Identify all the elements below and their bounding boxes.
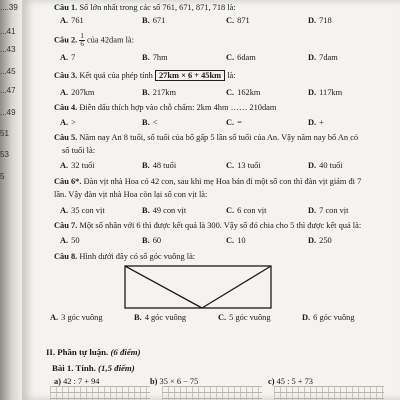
option-letter: D. <box>308 206 317 215</box>
bai-1-heading <box>52 363 135 373</box>
option-letter: A. <box>60 236 69 245</box>
option-text: 48 tuổi <box>152 161 177 170</box>
option-letter: D. <box>308 161 317 170</box>
fraction-denominator: 6 <box>80 40 84 48</box>
exercise-item-a <box>54 377 99 386</box>
option-text: 13 tuổi <box>237 161 261 170</box>
option-text: 3 góc vuông <box>61 313 103 322</box>
option-letter: C. <box>226 118 235 127</box>
answer-grid-b[interactable] <box>162 386 262 400</box>
option-text: 7 <box>71 53 76 62</box>
option-text: 50 <box>71 236 80 245</box>
option-letter: D. <box>302 313 311 322</box>
question-6-line-2 <box>54 190 207 199</box>
option-letter: A. <box>50 313 59 322</box>
question-number: Câu 4. <box>54 103 78 112</box>
option-letter: C. <box>218 313 227 322</box>
option-text: < <box>152 118 158 127</box>
question-number: Câu 5. <box>54 133 78 142</box>
option-text: 217km <box>152 88 176 97</box>
option-text: 250 <box>319 236 332 245</box>
item-expression: 35 × 6 − 75 <box>159 377 199 386</box>
option-text: 4 góc vuông <box>144 313 187 322</box>
section-2-heading <box>46 347 141 357</box>
option-text: 32 tuổi <box>71 161 95 170</box>
question-3 <box>54 71 236 80</box>
option-letter: B. <box>142 206 150 215</box>
option-text: 10 <box>237 236 246 245</box>
question-7 <box>54 221 361 230</box>
item-letter: a) <box>54 377 61 386</box>
question-number: Câu 8. <box>54 252 78 261</box>
exercise-item-b <box>150 377 198 386</box>
option-text: 871 <box>237 16 250 25</box>
option-letter: B. <box>142 53 150 62</box>
option-letter: A. <box>60 53 69 62</box>
option-letter: C. <box>226 206 235 215</box>
boxed-expression: 27km × 6 + 45km <box>155 70 225 81</box>
option-letter: C. <box>226 16 235 25</box>
option-letter: B. <box>134 313 142 322</box>
option-letter: C. <box>226 88 235 97</box>
option-text: 49 con vịt <box>152 206 187 215</box>
exercise-item-c <box>268 377 313 386</box>
question-text: Hình dưới đây có số góc vuông là: <box>79 252 196 261</box>
option-text: 117km <box>319 88 343 97</box>
item-letter: c) <box>268 377 275 386</box>
option-text: 7dam <box>319 53 338 62</box>
question-6 <box>54 177 361 186</box>
fraction <box>79 33 85 48</box>
question-text: lần. Vậy đàn vịt nhà Hoa còn lại số con vịt là: <box>54 190 208 199</box>
option-letter: B. <box>142 88 150 97</box>
option-text: = <box>237 118 242 127</box>
figure-rectangle <box>125 266 271 308</box>
option-letter: B. <box>142 16 150 25</box>
question-text-end: là: <box>227 71 236 80</box>
margin-number: ...45 <box>0 67 16 76</box>
option-text: 162km <box>237 88 261 97</box>
question-number: Câu 1. <box>54 3 78 12</box>
option-text: 40 tuổi <box>319 161 343 170</box>
right-angle-figure <box>124 265 272 309</box>
option-text: 6 góc vuông <box>313 313 355 322</box>
worksheet-page <box>22 0 400 400</box>
question-number: Câu 7. <box>54 221 78 230</box>
option-letter: C. <box>226 53 235 62</box>
option-letter: D. <box>308 236 317 245</box>
question-text: Điền dấu thích hợp vào chỗ chấm: 2km 4hm …… 210dam <box>79 103 277 112</box>
question-text: Một số nhân với 6 thì được kết quả là 300. Vậy số đó chia cho 5 thì được kết quả là: <box>79 221 362 230</box>
option-letter: D. <box>308 53 317 62</box>
fraction-numerator: 1 <box>80 32 84 40</box>
margin-number: 53 <box>0 150 9 159</box>
margin-number: 51 <box>0 129 9 138</box>
question-number: Câu 2. <box>54 35 78 45</box>
option-text: 60 <box>152 236 162 245</box>
option-letter: A. <box>60 16 69 25</box>
option-letter: D. <box>308 16 317 25</box>
question-number: Câu 3. <box>54 71 78 80</box>
option-text: 761 <box>71 16 84 25</box>
option-text: 35 con vịt <box>71 206 105 215</box>
option-text: 7 con vịt <box>319 206 349 215</box>
exercise-title: Bài 1. Tính. <box>52 363 96 373</box>
figure-line-left <box>125 266 202 308</box>
option-letter: D. <box>308 118 317 127</box>
answer-grid-a[interactable] <box>50 386 150 400</box>
option-letter: A. <box>60 118 69 127</box>
option-text: 7hm <box>152 53 168 62</box>
section-points: (6 điểm) <box>110 347 141 357</box>
option-letter: B. <box>142 118 150 127</box>
option-text: > <box>71 118 76 127</box>
option-text: 6 con vịt <box>237 206 267 215</box>
option-letter: A. <box>60 88 69 97</box>
section-title: II. Phần tự luận. <box>46 347 109 357</box>
option-text: 207km <box>71 88 95 97</box>
option-letter: D. <box>308 88 317 97</box>
option-letter: A. <box>60 206 69 215</box>
question-text: Số lớn nhất trong các số 761, 671, 871, 718 là: <box>79 3 236 12</box>
exercise-points: (1,5 điểm) <box>98 363 135 373</box>
facing-page-margin <box>0 0 22 400</box>
question-5 <box>54 133 358 142</box>
question-text: Năm nay An 8 tuổi, số tuổi của bố gấp 5 lần số tuổi của An. Vậy năm nay bố An có <box>79 133 359 142</box>
option-letter: B. <box>142 236 150 245</box>
question-5-line-2 <box>62 146 95 155</box>
margin-number: ...41 <box>0 27 16 36</box>
question-2 <box>54 33 134 48</box>
figure-line-right <box>202 266 271 308</box>
margin-number: ....39 <box>0 3 18 12</box>
margin-number: 5 <box>0 172 5 181</box>
option-letter: C. <box>226 161 235 170</box>
margin-number: ...43 <box>0 45 16 54</box>
option-letter: B. <box>142 161 150 170</box>
question-text: số tuổi là: <box>62 146 96 155</box>
option-letter: C. <box>226 236 235 245</box>
answer-grid-c[interactable] <box>274 386 384 400</box>
question-number: Câu 6*. <box>54 177 82 186</box>
question-text: Kết quả của phép tính <box>79 71 153 80</box>
option-text: + <box>319 118 324 127</box>
question-1 <box>54 3 236 12</box>
option-text: 718 <box>319 16 332 25</box>
question-text: Đàn vịt nhà Hoa có 42 con, sau khi mẹ Hoa bán đi một số con thì đàn vịt giảm đi 7 <box>83 177 362 186</box>
question-text: của 42dam là: <box>86 35 134 45</box>
question-4 <box>54 103 276 112</box>
item-expression: 42 : 7 + 94 <box>63 377 100 386</box>
option-text: 671 <box>152 16 166 25</box>
option-letter: A. <box>60 161 69 170</box>
margin-number: ...49 <box>0 108 16 117</box>
question-8 <box>54 252 195 261</box>
option-text: 5 góc vuông <box>229 313 271 322</box>
option-text: 6dam <box>237 53 256 62</box>
item-expression: 45 : 5 + 73 <box>276 377 313 386</box>
item-letter: b) <box>150 377 158 386</box>
margin-number: ...47 <box>0 86 16 95</box>
